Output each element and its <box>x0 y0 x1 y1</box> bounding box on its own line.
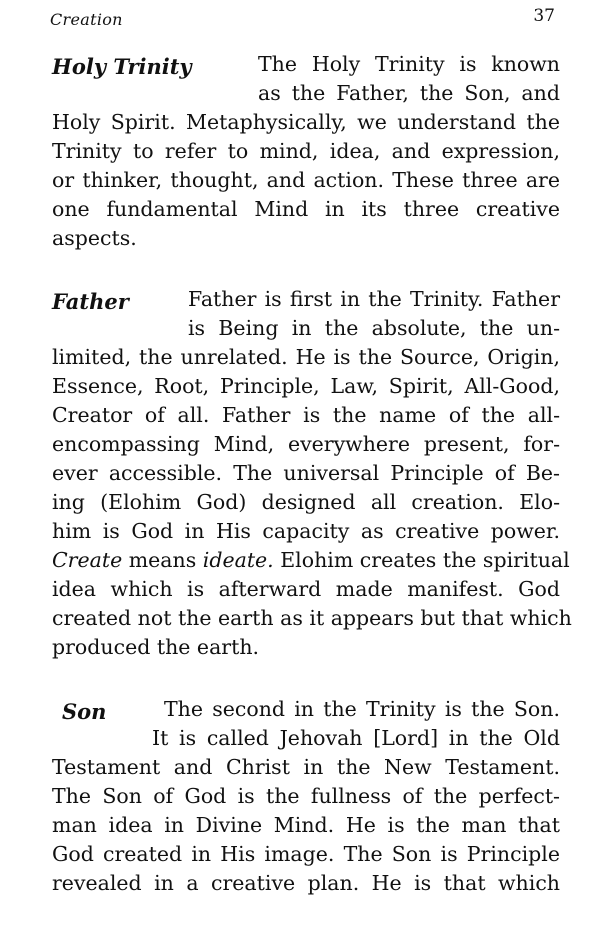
entry-line-text: The Holy Trinity is known <box>258 52 560 76</box>
entry-line: Creator of all. Father is the name of the all- <box>52 403 560 427</box>
entry-line: man idea in Divine Mind. He is the man that <box>52 813 560 837</box>
entry-line <box>52 695 560 724</box>
entry-line: idea which is afterward made manifest. God <box>52 577 560 601</box>
page-number: 37 <box>533 6 555 26</box>
entry-line: God created in His image. The Son is Principle <box>52 842 560 866</box>
term-father: Father <box>52 289 129 314</box>
inline-text: Elohim creates the spiritual <box>273 548 570 572</box>
entry-father <box>52 285 572 662</box>
entry-line-text: as the Father, the Son, and <box>258 81 560 105</box>
entry-line: encompassing Mind, everywhere present, for- <box>52 432 560 456</box>
entry-line: produced the earth. <box>52 635 260 659</box>
entry-line-text: The second in the Trinity is the Son. <box>164 697 560 721</box>
entry-line <box>52 79 560 108</box>
italic-word: Create <box>52 548 123 572</box>
entry-line: created not the earth as it appears but that which <box>52 606 572 630</box>
entry-line: ever accessible. The universal Principle of Be- <box>52 461 560 485</box>
entry-line-text: It is called Jehovah [Lord] in the Old <box>152 726 560 750</box>
entry-line <box>52 546 570 575</box>
entry-line: The Son of God is the fullness of the perfect- <box>52 784 560 808</box>
term-son: Son <box>62 699 107 724</box>
entry-line: ing (Elohim God) designed all creation. Elo- <box>52 490 560 514</box>
entry-line-text: is Being in the absolute, the un- <box>188 316 560 340</box>
running-head: Creation <box>50 10 123 29</box>
entry-son <box>52 695 560 898</box>
entry-line: one fundamental Mind in its three creative <box>52 197 560 221</box>
entry-line: or thinker, thought, and action. These three are <box>52 168 560 192</box>
entry-line: Trinity to refer to mind, idea, and expression, <box>52 139 560 163</box>
entry-line: Essence, Root, Principle, Law, Spirit, All-Good, <box>52 374 560 398</box>
entry-line: revealed in a creative plan. He is that which <box>52 871 560 895</box>
term-holy-trinity: Holy Trinity <box>52 54 192 79</box>
entry-holy-trinity <box>52 50 560 253</box>
entry-line: Holy Spirit. Metaphysically, we understand the <box>52 110 560 134</box>
entry-line: Testament and Christ in the New Testament. <box>52 755 560 779</box>
italic-word: ideate. <box>202 548 274 572</box>
entry-line <box>52 285 560 314</box>
entry-line: him is God in His capacity as creative power. <box>52 519 560 543</box>
inline-text: means <box>122 548 203 572</box>
entry-line-text: Father is first in the Trinity. Father <box>188 287 560 311</box>
entry-line: limited, the unrelated. He is the Source, Origin, <box>52 345 560 369</box>
entry-line <box>52 50 560 79</box>
entry-line: aspects. <box>52 226 137 250</box>
entry-line <box>52 724 560 753</box>
entry-line <box>52 314 560 343</box>
